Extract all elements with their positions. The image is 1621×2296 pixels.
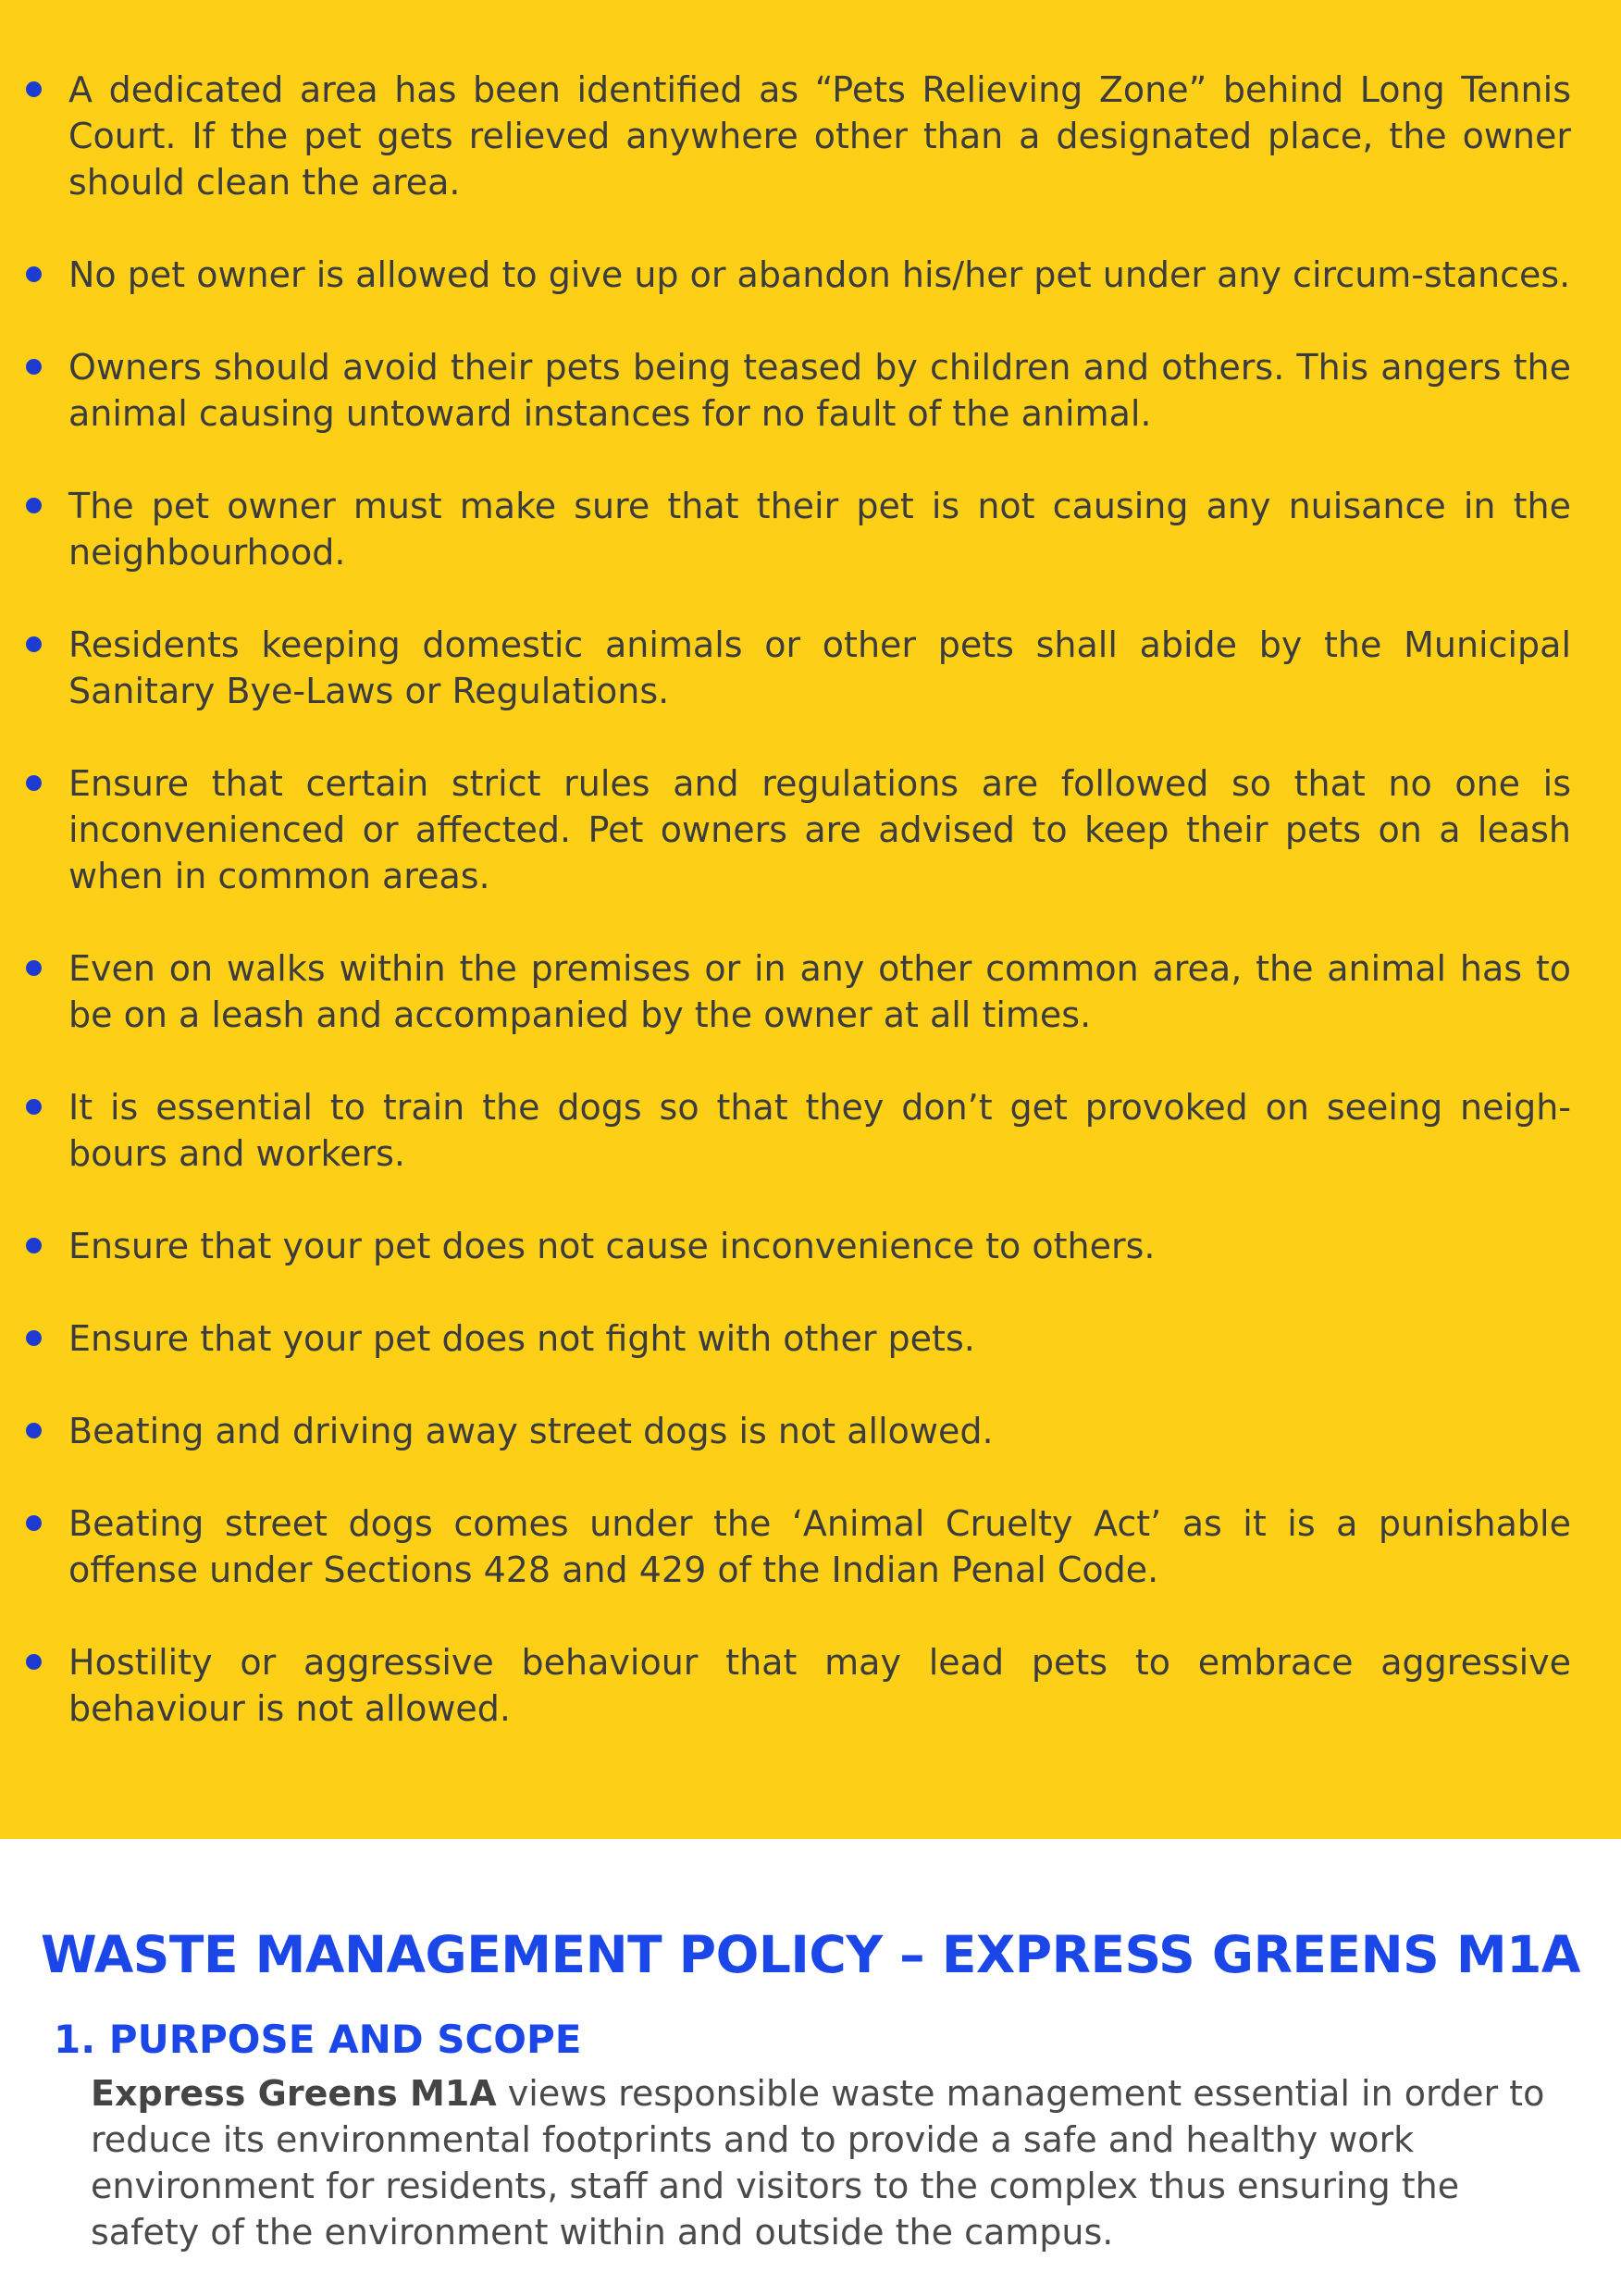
bullet-icon bbox=[26, 1238, 42, 1253]
list-item bbox=[0, 945, 1621, 1038]
list-item-text: No pet owner is allowed to give up or abandon his/her pet under any circum-stances. bbox=[68, 254, 1571, 295]
list-item-text: Beating and driving away street dogs is not allowed. bbox=[68, 1411, 994, 1451]
list-item-text: Owners should avoid their pets being teased by children and others. This angers the animal causing untoward instances for no fault of the animal. bbox=[68, 347, 1571, 434]
list-item bbox=[0, 1223, 1621, 1269]
bullet-icon bbox=[26, 359, 42, 375]
list-item bbox=[0, 1084, 1621, 1177]
organization-name: Express Greens M1A bbox=[91, 2073, 497, 2114]
list-item-text: Ensure that your pet does not cause inconvenience to others. bbox=[68, 1226, 1156, 1266]
bullet-icon bbox=[26, 775, 42, 791]
list-item bbox=[0, 1408, 1621, 1454]
pet-rules-list bbox=[0, 67, 1621, 1778]
list-item-text: Ensure that certain strict rules and regulations are followed so that no one is inconvenienced or affected. Pet owners are advised to keep their pets on a leash when in common areas. bbox=[68, 763, 1571, 896]
bullet-icon bbox=[26, 1423, 42, 1438]
list-item-text: Ensure that your pet does not fight with other pets. bbox=[68, 1318, 975, 1359]
list-item bbox=[0, 622, 1621, 714]
bullet-icon bbox=[26, 498, 42, 513]
list-item bbox=[0, 1639, 1621, 1732]
bullet-icon bbox=[26, 1330, 42, 1346]
section-body bbox=[91, 2070, 1571, 2255]
list-item-text: Residents keeping domestic animals or other pets shall abide by the Municipal Sanitary Bye-Laws or Regulations. bbox=[68, 624, 1571, 711]
list-item bbox=[0, 1315, 1621, 1362]
list-item bbox=[0, 67, 1621, 205]
list-item bbox=[0, 760, 1621, 899]
bullet-icon bbox=[26, 266, 42, 282]
list-item-text: A dedicated area has been identified as “Pets Relieving Zone” behind Long Tennis Court. If the pet gets relieved anywhere other than a designated place, the owner should clean the area. bbox=[68, 69, 1571, 203]
section-body-text: views responsible waste management essential in order to reduce its environmental footprints and to provide a safe and healthy work environment for residents, staff and visitors to the complex thus ensuring the safety of the environment within and outside the campus. bbox=[91, 2073, 1545, 2253]
list-item-text: Beating street dogs comes under the ‘Animal Cruelty Act’ as it is a punishable offense under Sections 428 and 429 of the Indian Penal Code. bbox=[68, 1503, 1571, 1590]
bullet-icon bbox=[26, 1099, 42, 1115]
list-item bbox=[0, 344, 1621, 437]
bullet-icon bbox=[26, 636, 42, 652]
list-item-text: The pet owner must make sure that their pet is not causing any nuisance in the neighbourhood. bbox=[68, 486, 1571, 573]
list-item-text: It is essential to train the dogs so that they don’t get provoked on seeing neigh-bours and workers. bbox=[68, 1087, 1571, 1174]
bullet-icon bbox=[26, 1515, 42, 1531]
list-item-text: Hostility or aggressive behaviour that may lead pets to embrace aggressive behaviour is not allowed. bbox=[68, 1642, 1571, 1729]
bullet-icon bbox=[26, 1654, 42, 1670]
bullet-icon bbox=[26, 960, 42, 976]
section-heading: 1. PURPOSE AND SCOPE bbox=[54, 2016, 582, 2062]
list-item bbox=[0, 483, 1621, 575]
bullet-icon bbox=[26, 81, 42, 97]
list-item-text: Even on walks within the premises or in any other common area, the animal has to be on a leash and accompanied by the owner at all times. bbox=[68, 948, 1571, 1035]
list-item bbox=[0, 1500, 1621, 1593]
policy-title: WASTE MANAGEMENT POLICY – EXPRESS GREENS M1A bbox=[41, 1924, 1580, 1984]
list-item bbox=[0, 252, 1621, 298]
